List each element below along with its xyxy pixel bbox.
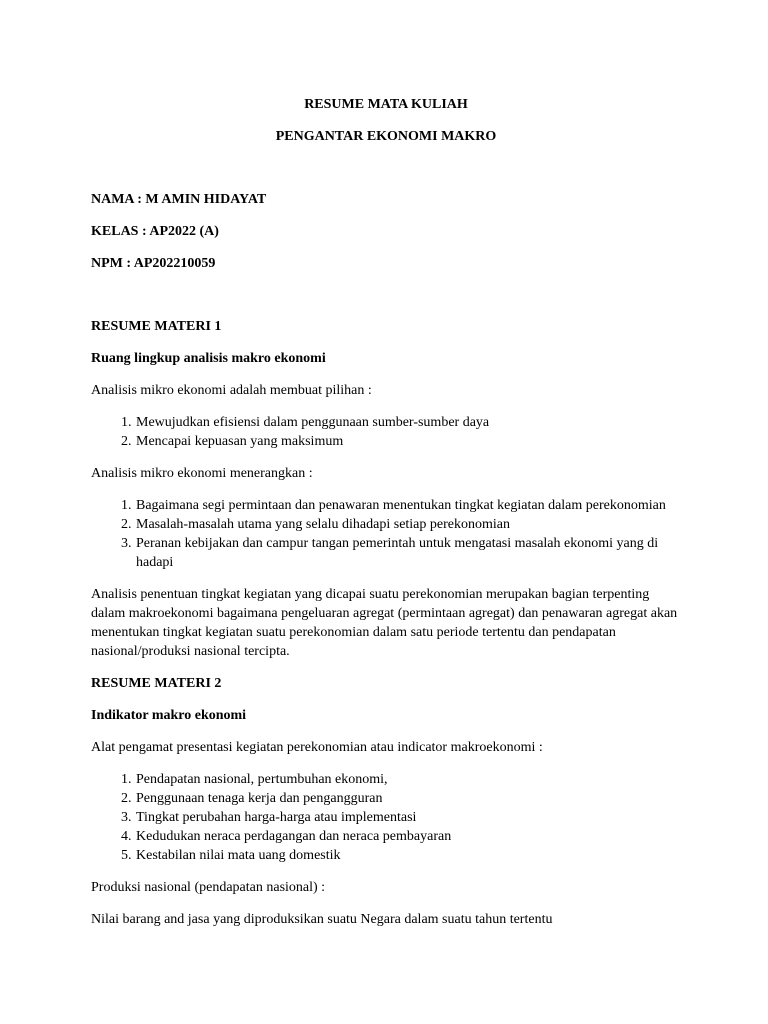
document-subtitle: PENGANTAR EKONOMI MAKRO <box>275 129 497 144</box>
section1-list2 <box>91 496 681 572</box>
section1-paragraph: Analisis penentuan tingkat kegiatan yang dicapai suatu perekonomian merupakan bagian terpenting dalam makroekonomi bagaimana pengeluaran agregat (permintaan agregat) dan penawaran agregat akan menentukan tingkat kegiatan suatu perekonomian dalam satu periode tertentu dan pendapatan nasional/produksi nasional tercipta. <box>91 587 678 659</box>
production-heading: Produksi nasional (pendapatan nasional) : <box>91 880 326 895</box>
student-npm: NPM : AP202210059 <box>91 256 216 271</box>
list-item: 2. Mencapai kepuasan yang maksimum <box>135 432 681 451</box>
section2-intro: Alat pengamat presentasi kegiatan perekonomian atau indicator makroekonomi : <box>91 740 543 755</box>
production-text: Nilai barang and jasa yang diproduksikan suatu Negara dalam suatu tahun tertentu <box>91 912 553 927</box>
list-item: 1. Pendapatan nasional, pertumbuhan ekonomi, <box>135 770 681 789</box>
section1-intro1: Analisis mikro ekonomi adalah membuat pilihan : <box>91 383 372 398</box>
student-name: NAMA : M AMIN HIDAYAT <box>91 192 267 207</box>
document-title: RESUME MATA KULIAH <box>304 97 468 112</box>
section1-subheading: Ruang lingkup analisis makro ekonomi <box>91 351 326 366</box>
student-class: KELAS : AP2022 (A) <box>91 224 219 239</box>
section1-heading: RESUME MATERI 1 <box>91 319 222 334</box>
list-item: 1. Mewujudkan efisiensi dalam penggunaan sumber-sumber daya <box>135 413 681 432</box>
section2-list <box>91 770 681 865</box>
list-item: 5. Kestabilan nilai mata uang domestik <box>135 846 681 865</box>
list-item: 2. Penggunaan tenaga kerja dan pengangguran <box>135 789 681 808</box>
section1-intro2: Analisis mikro ekonomi menerangkan : <box>91 466 313 481</box>
list-item: 2. Masalah-masalah utama yang selalu dihadapi setiap perekonomian <box>135 515 681 534</box>
document-content <box>91 95 681 942</box>
list-item: 3. Peranan kebijakan dan campur tangan pemerintah untuk mengatasi masalah ekonomi yang di hadapi <box>135 534 681 572</box>
section2-heading: RESUME MATERI 2 <box>91 676 222 691</box>
section2-subheading: Indikator makro ekonomi <box>91 708 247 723</box>
list-item: 4. Kedudukan neraca perdagangan dan neraca pembayaran <box>135 827 681 846</box>
list-item: 3. Tingkat perubahan harga-harga atau implementasi <box>135 808 681 827</box>
list-item: 1. Bagaimana segi permintaan dan penawaran menentukan tingkat kegiatan dalam perekonomian <box>135 496 681 515</box>
section1-list1 <box>91 413 681 451</box>
